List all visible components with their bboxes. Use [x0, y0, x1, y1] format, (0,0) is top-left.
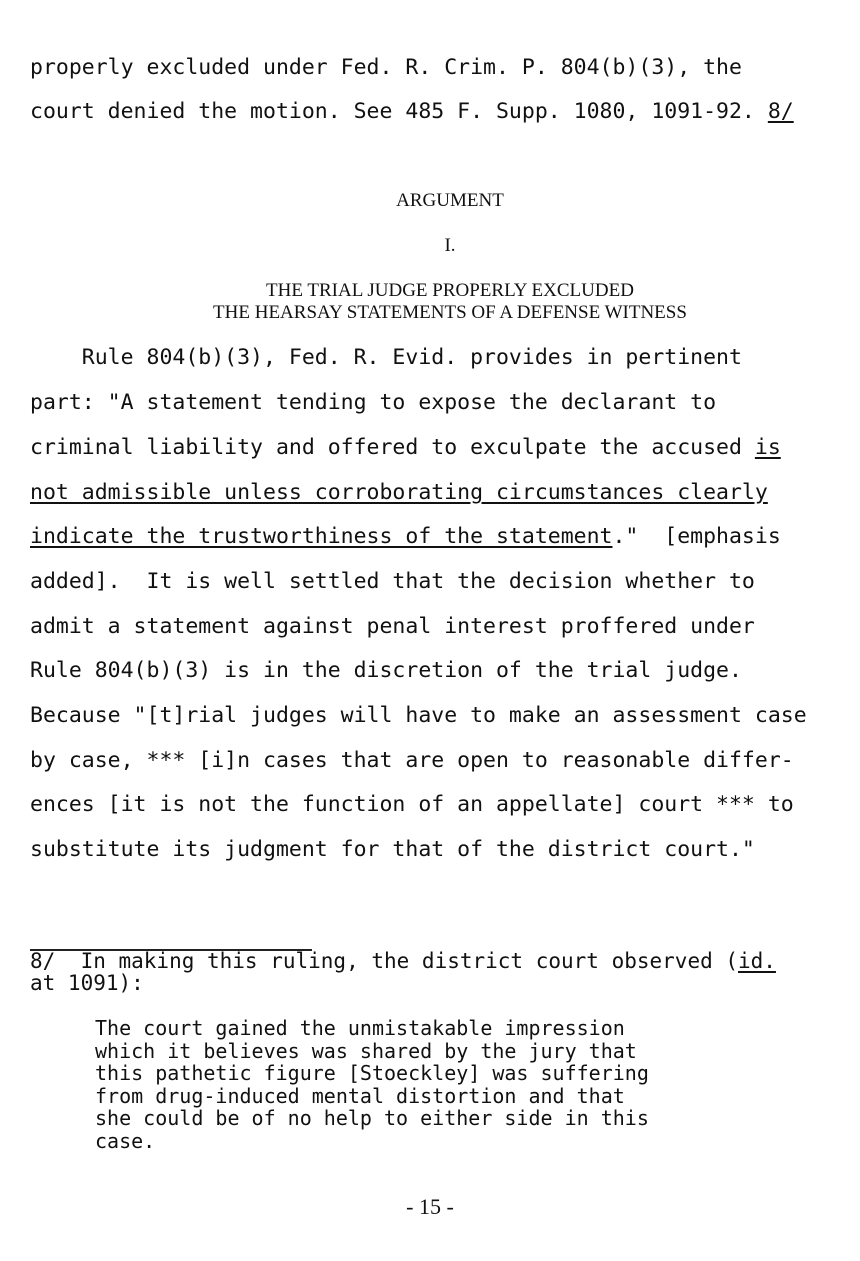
section-numeral: I. — [444, 235, 456, 256]
footnote-reference: 8/ — [767, 99, 794, 124]
emphasized-text: is — [754, 435, 781, 460]
section-title-line-2: THE HEARSAY STATEMENTS OF A DEFENSE WITNESS — [213, 302, 687, 323]
section-heading: ARGUMENT — [396, 190, 504, 211]
text-line: properly excluded under Fed. R. Crim. P. 804(b)(3), the — [30, 55, 742, 80]
text-span: ." [emphasis — [612, 524, 781, 549]
quote-line: case. — [95, 1129, 156, 1153]
body-line: admit a statement against penal interest proffered under — [30, 614, 755, 639]
emphasized-body-line: not admissible unless corroborating circumstances clearly — [30, 480, 768, 505]
quote-line: from drug-induced mental distortion and that — [95, 1084, 625, 1108]
quote-line: The court gained the unmistakable impression — [95, 1016, 625, 1040]
emphasized-text: indicate the trustworthiness of the statement — [30, 524, 613, 549]
footnote-line: at 1091): — [30, 971, 144, 995]
body-line: Because "[t]rial judges will have to make an assessment case — [30, 703, 807, 728]
body-line — [30, 526, 781, 548]
quote-line: this pathetic figure [Stoeckley] was suffering — [95, 1061, 649, 1085]
page-number: - 15 - — [406, 1194, 454, 1219]
citation-id: id. — [738, 949, 776, 973]
body-line: added]. It is well settled that the decision whether to — [30, 569, 755, 594]
body-line: Rule 804(b)(3), Fed. R. Evid. provides in pertinent — [30, 345, 742, 370]
body-line — [30, 437, 781, 459]
body-line: part: "A statement tending to expose the declarant to — [30, 390, 717, 415]
body-line: ences [it is not the function of an appellate] court *** to — [30, 792, 794, 817]
quote-line: which it believes was shared by the jury that — [95, 1039, 637, 1063]
body-line: Rule 804(b)(3) is in the discretion of the trial judge. — [30, 658, 742, 683]
body-line: substitute its judgment for that of the district court." — [30, 837, 755, 862]
quote-line: she could be of no help to either side in this — [95, 1106, 649, 1130]
text-span: 8/ In making this ruling, the district court observed ( — [30, 949, 739, 973]
text-span: criminal liability and offered to exculpate the accused — [30, 435, 755, 460]
section-title-line-1: THE TRIAL JUDGE PROPERLY EXCLUDED — [266, 280, 634, 301]
text-line — [30, 101, 794, 123]
footnote-line — [30, 951, 776, 972]
body-line: by case, *** [i]n cases that are open to reasonable differ- — [30, 748, 794, 773]
text-span: court denied the motion. See 485 F. Supp. 1080, 1091-92. — [30, 99, 768, 124]
